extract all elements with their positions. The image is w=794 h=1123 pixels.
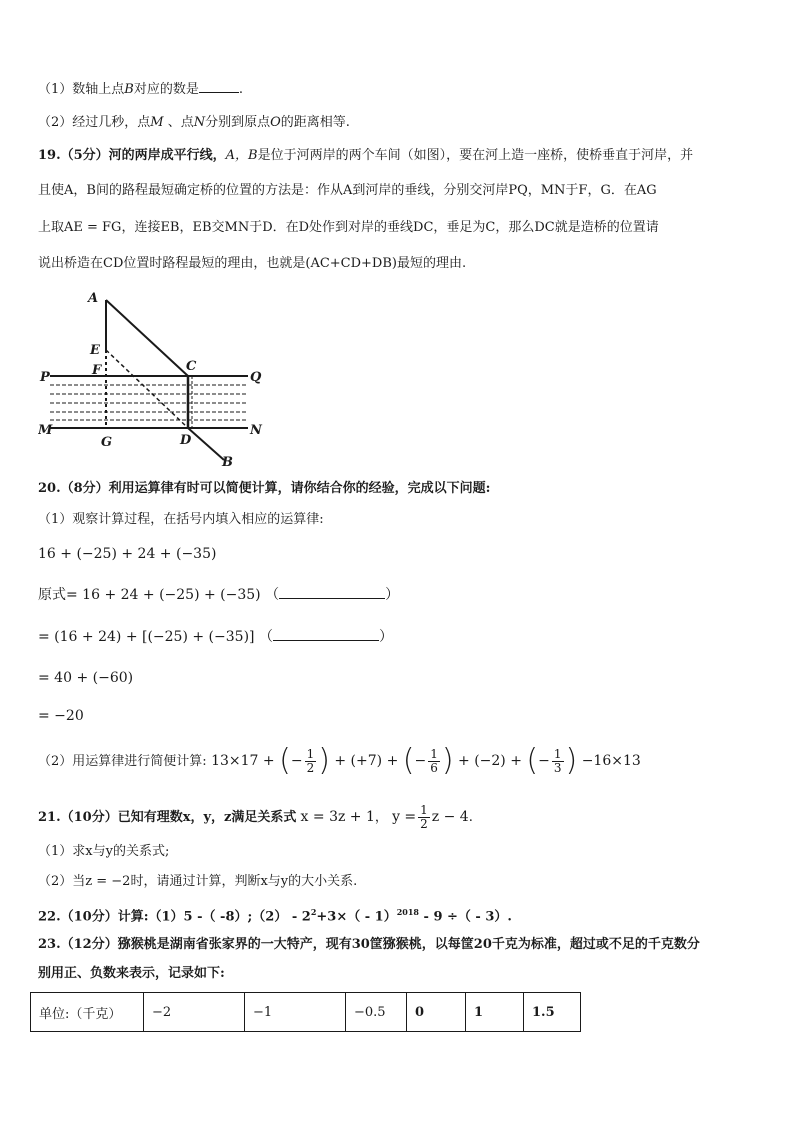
frac-num: 1 (306, 746, 315, 761)
table-cell: 1.5 (524, 993, 581, 1032)
minus-sign: − (290, 753, 303, 769)
q20-part1: （1）观察计算过程，在括号内填入相应的运算律: (38, 512, 324, 527)
table-cell: 1 (466, 993, 524, 1032)
q19-ab: A，B (225, 148, 258, 163)
label-f: F (92, 363, 102, 378)
frac-den: 3 (553, 760, 562, 775)
minus-sign: − (538, 753, 550, 769)
q21-sep: ， (374, 810, 388, 825)
q22-exponent-2018: 2018 (396, 907, 419, 917)
q18-part1-rest: 对应的数是 (133, 82, 199, 97)
q20-part2-label: （2）用运算律进行简便计算: (38, 754, 207, 769)
q20-part2-b: + (+7) + (334, 753, 399, 769)
q20-part2-c: + (−2) + (458, 753, 522, 769)
bridge-figure (38, 288, 278, 470)
q18-part2 (38, 113, 758, 133)
q23-line1: 23.（12分）猕猴桃是湖南省张家界的一大特产，现有30筐猕猴桃，以每筐20千克为标准，超过或不足的千克数分 (38, 937, 700, 952)
q20-expr1-text: 原式= 16 + 24 + (−25) + (−35) (38, 587, 261, 603)
q18-part2-text-c: 分别到原点 (205, 115, 271, 130)
paren-right: ) (441, 743, 454, 778)
label-d: D (180, 433, 192, 448)
point-o-label: O (270, 115, 281, 130)
label-n: N (250, 423, 262, 438)
q22-c: - 9 ÷（ - 3）. (419, 909, 512, 925)
fraction-1-2 (418, 804, 430, 831)
q20-part2 (38, 744, 758, 779)
q18-part2-text: （2）经过几秒，点 (38, 115, 151, 130)
frac-den: 2 (306, 760, 315, 775)
label-g: G (101, 435, 113, 450)
q20-expr2 (38, 627, 758, 647)
point-b-label: B (124, 82, 134, 97)
fraction-1-3 (552, 748, 564, 775)
frac-den: 2 (420, 817, 428, 831)
q19-line2: 且使A，B间的路程最短确定桥的位置的方法是：作从A到河岸的垂线，分别交河岸PQ，MN于F，G．在AG (38, 183, 657, 198)
paren-left: ( (402, 743, 415, 778)
q23-line2: 别用正、负数来表示，记录如下: (38, 966, 225, 981)
minus-sign: − (414, 753, 427, 769)
q22-b: +3×（ - 1） (316, 909, 397, 925)
segment-ac (106, 300, 188, 376)
point-m-label: M (150, 115, 164, 130)
q20-part2-d: −16×13 (581, 753, 641, 769)
paren-close: ） (385, 587, 400, 603)
paren-open: （ (258, 629, 273, 645)
q21-end: . (468, 810, 473, 825)
table-cell-header: 单位:（千克） (31, 993, 144, 1032)
label-p: P (40, 370, 50, 385)
paren-left: ( (279, 743, 291, 778)
q22-exponent: 2 (310, 907, 317, 917)
paren-left: ( (526, 743, 539, 778)
paren-right: ) (318, 743, 330, 778)
table-row (31, 993, 581, 1032)
fraction-1-2 (305, 748, 317, 775)
segment-ed (106, 350, 188, 428)
paren-close: ） (378, 629, 393, 645)
q21-heading: 21.（10分）已知有理数x，y，z满足关系式 (38, 810, 297, 825)
label-m: M (38, 423, 53, 438)
q18-part1-text: （1）数轴上点 (38, 82, 125, 97)
q22-a: 22.（10分）计算:（1）5 -（ -8）;（2） - 2 (38, 909, 311, 925)
q18-part2-text-b: 、点 (163, 115, 194, 130)
fraction-1-6 (428, 748, 440, 775)
law-blank-2[interactable] (273, 628, 379, 641)
frac-num: 1 (420, 803, 428, 817)
frac-num: 1 (553, 746, 562, 761)
point-n-label: N (193, 115, 206, 130)
label-a: A (88, 291, 99, 306)
q20-expr1 (38, 585, 758, 605)
answer-blank (199, 80, 239, 93)
paren-open: （ (265, 587, 280, 603)
q19-line3: 上取AE = FG，连接EB，EB交MN于D．在D处作到对岸的垂线DC，垂足为C，那么DC就是造桥的位置请 (38, 220, 659, 235)
q21-eq2-rhs: z − 4 (431, 809, 469, 825)
q18-part1 (38, 80, 758, 100)
table-cell: −2 (144, 993, 245, 1032)
q19-line1 (38, 146, 758, 166)
label-b: B (222, 455, 233, 470)
frac-den: 6 (430, 760, 438, 775)
q19-line1-rest: 是位于河两岸的两个车间（如图），要在河上造一座桥，使桥垂直于河岸，并 (257, 148, 694, 163)
q21-part2: （2）当z = −2时，请通过计算，判断x与y的大小关系. (38, 874, 358, 889)
q20-expr4: = −20 (38, 708, 84, 724)
q18-part1-end: . (238, 82, 243, 97)
q19-line4: 说出桥造在CD位置时路程最短的理由，也就是(AC+CD+DB)最短的理由. (38, 256, 467, 271)
q22 (38, 902, 758, 927)
table-cell: −1 (245, 993, 346, 1032)
q19-heading: 19.（5分）河的两岸成平行线， (38, 148, 226, 163)
law-blank-1[interactable] (279, 586, 385, 599)
q21-part1: （1）求x与y的关系式; (38, 844, 170, 859)
label-c: C (186, 359, 197, 374)
label-q: Q (250, 370, 262, 385)
q21-eq2-lhs: y = (392, 809, 417, 825)
paren-right: ) (565, 743, 578, 778)
q21-line1 (38, 800, 758, 835)
q20-part2-a: 13×17 + (211, 753, 275, 769)
segment-db (188, 428, 224, 460)
q21-eq1: x = 3z + 1 (300, 809, 375, 825)
q20-expr0: 16 + (−25) + 24 + (−35) (38, 546, 217, 562)
q20-title: 20.（8分）利用运算律有时可以简便计算，请你结合你的经验，完成以下问题: (38, 481, 491, 496)
table-cell: −0.5 (346, 993, 407, 1032)
q20-expr2-text: = (16 + 24) + [(−25) + (−35)] (38, 629, 255, 645)
label-e: E (90, 343, 100, 358)
frac-num: 1 (430, 746, 438, 761)
weight-table (30, 992, 581, 1032)
q18-part2-text-d: 的距离相等. (280, 115, 350, 130)
table-cell: 0 (407, 993, 466, 1032)
q20-expr3: = 40 + (−60) (38, 670, 134, 686)
